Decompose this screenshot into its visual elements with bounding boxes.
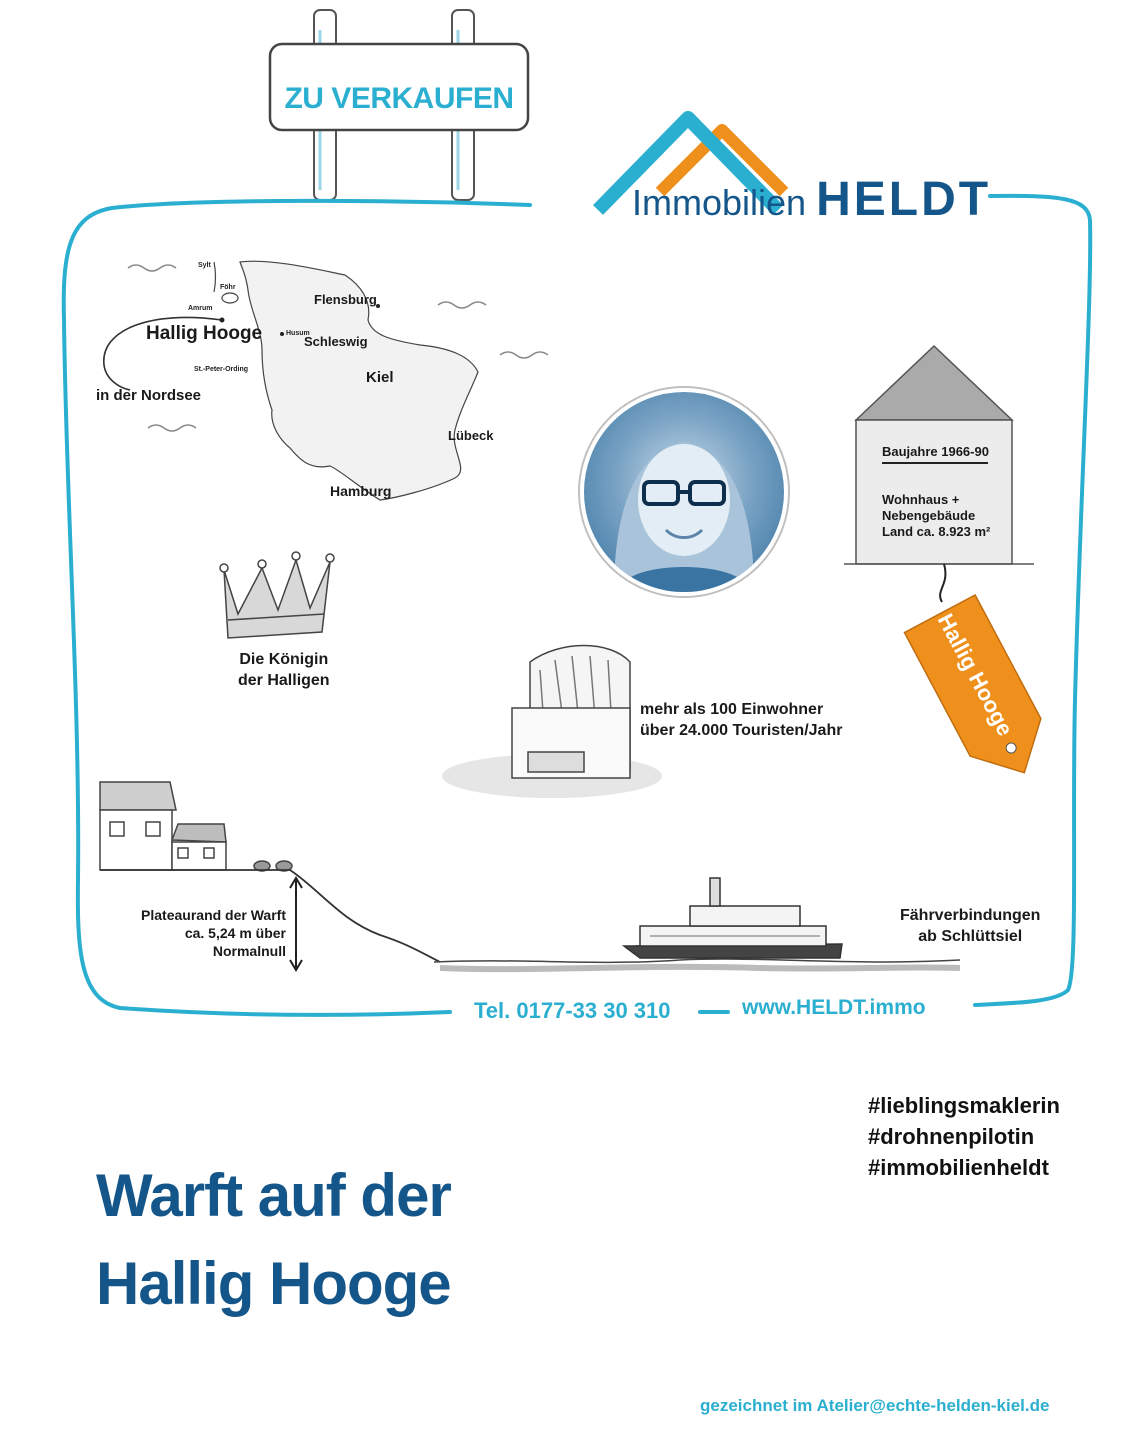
crown-caption-line2: der Halligen bbox=[238, 671, 330, 689]
beach-caption-line2: über 24.000 Touristen/Jahr bbox=[640, 721, 843, 739]
warft-houses bbox=[100, 782, 292, 871]
water-line bbox=[434, 959, 960, 962]
hashtag-item[interactable]: #immobilienheldt bbox=[868, 1155, 1049, 1180]
map-label-st-peter: St.-Peter-Ording bbox=[194, 366, 249, 373]
map-label-flensburg: Flensburg bbox=[314, 292, 377, 307]
hashtag-item[interactable]: #drohnenpilotin bbox=[868, 1124, 1035, 1149]
hashtag-item[interactable]: #lieblingsmaklerin bbox=[868, 1093, 1060, 1118]
house-details bbox=[882, 492, 990, 540]
portrait-sketch bbox=[584, 392, 784, 592]
tag-label: Hallig Hooge bbox=[932, 609, 1019, 740]
map-label-husum: Husum bbox=[286, 330, 310, 337]
height-arrow bbox=[290, 878, 302, 970]
map-label-amrum: Amrum bbox=[188, 305, 213, 312]
house-detail-line1: Wohnhaus + bbox=[882, 492, 960, 507]
website-link[interactable]: www.HELDT.immo bbox=[742, 996, 926, 1019]
for-sale-sign: ZU VERKAUFEN bbox=[284, 82, 514, 115]
ferry-caption-line1: Fährverbindungen bbox=[900, 907, 1041, 924]
map-label-hallig-hooge: Hallig Hooge bbox=[146, 323, 263, 344]
phone-number[interactable]: Tel. 0177-33 30 310 bbox=[474, 998, 671, 1023]
headline-line2: Hallig Hooge bbox=[96, 1250, 451, 1317]
hashtag-list bbox=[868, 1090, 1060, 1183]
map-label-foehr: Föhr bbox=[220, 284, 236, 291]
headline-line1: Warft auf der bbox=[96, 1162, 451, 1229]
warft-caption bbox=[118, 906, 286, 961]
beach-chair-sketch bbox=[442, 646, 662, 799]
logo-word-immobilien: Immobilien bbox=[632, 182, 807, 223]
agent-portrait bbox=[580, 388, 788, 596]
house-detail-line2: Nebengebäude bbox=[882, 508, 976, 523]
page-headline bbox=[96, 1152, 451, 1328]
crown-caption-line1: Die Königin bbox=[239, 651, 329, 668]
water-shade bbox=[440, 967, 960, 969]
ferry-caption-line2: ab Schlüttsiel bbox=[918, 927, 1023, 945]
warft-caption-line2: ca. 5,24 m über Normalnull bbox=[184, 925, 286, 960]
map-label-nordsee: in der Nordsee bbox=[96, 387, 202, 404]
house-sketch bbox=[844, 346, 1034, 602]
warft-caption-line1: Plateaurand der Warft bbox=[141, 907, 286, 923]
beach-caption bbox=[640, 700, 842, 742]
beach-caption-line1: mehr als 100 Einwohner bbox=[640, 701, 824, 718]
map-label-schleswig: Schleswig bbox=[304, 334, 368, 349]
artist-credit[interactable]: gezeichnet im Atelier@echte-helden-kiel.de bbox=[700, 1396, 1050, 1415]
ferry-sketch bbox=[624, 878, 842, 958]
logo-word-heldt: HELDT bbox=[816, 173, 992, 226]
map-label-sylt: Sylt bbox=[198, 262, 211, 269]
company-logo[interactable] bbox=[632, 172, 991, 227]
map-label-luebeck: Lübeck bbox=[448, 428, 494, 443]
ferry-caption bbox=[900, 906, 1040, 948]
crown-sketch bbox=[220, 552, 334, 638]
map-label-kiel: Kiel bbox=[366, 369, 394, 386]
house-detail-line3: Land ca. 8.923 m² bbox=[882, 524, 991, 539]
crown-caption bbox=[238, 650, 330, 692]
house-years: Baujahre 1966-90 bbox=[882, 444, 989, 459]
map-label-hamburg: Hamburg bbox=[330, 483, 392, 499]
